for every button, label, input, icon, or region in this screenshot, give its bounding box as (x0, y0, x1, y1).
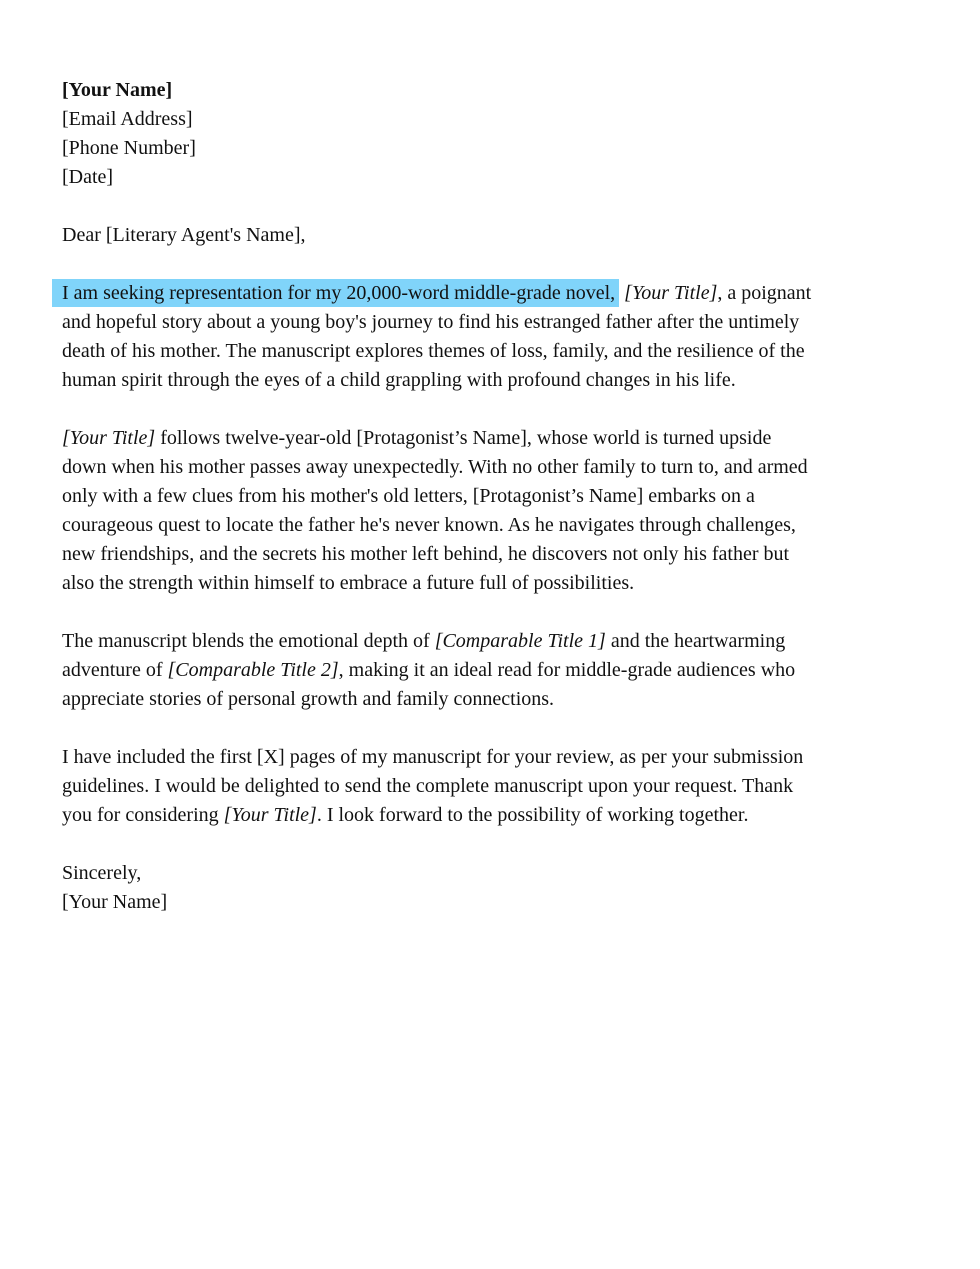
text-run: only with a few clues from his mother's old letters, [Protagonist’s Name] embarks on a (62, 485, 755, 507)
text-run: and the heartwarming (605, 630, 786, 652)
text-run: The manuscript blends the emotional depth of (62, 630, 435, 652)
text-run: , a poignant (717, 282, 812, 304)
text-line (62, 482, 942, 511)
text-line (62, 656, 942, 685)
text-line (62, 337, 942, 366)
letter (62, 76, 942, 917)
paragraph (62, 424, 942, 598)
text-line (62, 279, 942, 308)
text-run: courageous quest to locate the father he's never known. As he navigates through challenges, (62, 514, 796, 536)
text-line (62, 366, 942, 395)
text-line (62, 308, 942, 337)
text-line (62, 772, 942, 801)
text-run: new friendships, and the secrets his mother left behind, he discovers not only his father but (62, 543, 790, 565)
italic-title: [Comparable Title 2] (167, 659, 339, 681)
text-run: and hopeful story about a young boy's journey to find his estranged father after the untimely (62, 311, 800, 333)
text-run: guidelines. I would be delighted to send the complete manuscript upon your request. Thank (62, 775, 794, 797)
text-run: also the strength within himself to embrace a future full of possibilities. (62, 572, 635, 594)
text-run: appreciate stories of personal growth and family connections. (62, 688, 555, 710)
paragraph (62, 743, 942, 830)
letter-body (62, 279, 942, 859)
italic-title: [Comparable Title 1] (434, 630, 606, 652)
text-run: down when his mother passes away unexpectedly. With no other family to turn to, and armed (62, 456, 808, 478)
text-run: I have included the first [X] pages of my manuscript for your review, as per your submission (62, 746, 804, 768)
italic-title: [Your Title] (624, 282, 718, 304)
text-line (62, 627, 942, 656)
paragraph (62, 627, 942, 714)
text-line (62, 453, 942, 482)
signature: [Your Name] (62, 891, 168, 913)
text-run: human spirit through the eyes of a child grappling with profound changes in his life. (62, 369, 736, 391)
text-run: death of his mother. The manuscript explores themes of loss, family, and the resilience of the (62, 340, 805, 362)
text-run: , making it an ideal read for middle-grade audiences who (338, 659, 796, 681)
italic-title: [Your Title] (223, 804, 317, 826)
letter-date: [Date] (62, 166, 114, 188)
highlighted-text[interactable]: I am seeking representation for my 20,000-word middle-grade novel, (52, 279, 619, 307)
sender-phone: [Phone Number] (62, 137, 196, 159)
text-line (62, 743, 942, 772)
paragraph (62, 279, 942, 395)
text-line (62, 424, 942, 453)
salutation: Dear [Literary Agent's Name], (62, 224, 306, 246)
sender-email: [Email Address] (62, 108, 193, 130)
text-run: adventure of (62, 659, 168, 681)
text-line (62, 511, 942, 540)
sender-name: [Your Name] (62, 79, 173, 101)
text-line (62, 569, 942, 598)
text-run: you for considering (62, 804, 224, 826)
text-line (62, 801, 942, 830)
text-line (62, 685, 942, 714)
text-line (62, 540, 942, 569)
italic-title: [Your Title] (62, 427, 156, 449)
text-run: . I look forward to the possibility of working together. (316, 804, 749, 826)
text-run: follows twelve-year-old [Protagonist’s Name], whose world is turned upside (155, 427, 772, 449)
sender-block (62, 76, 942, 192)
closing: Sincerely, (62, 862, 142, 884)
